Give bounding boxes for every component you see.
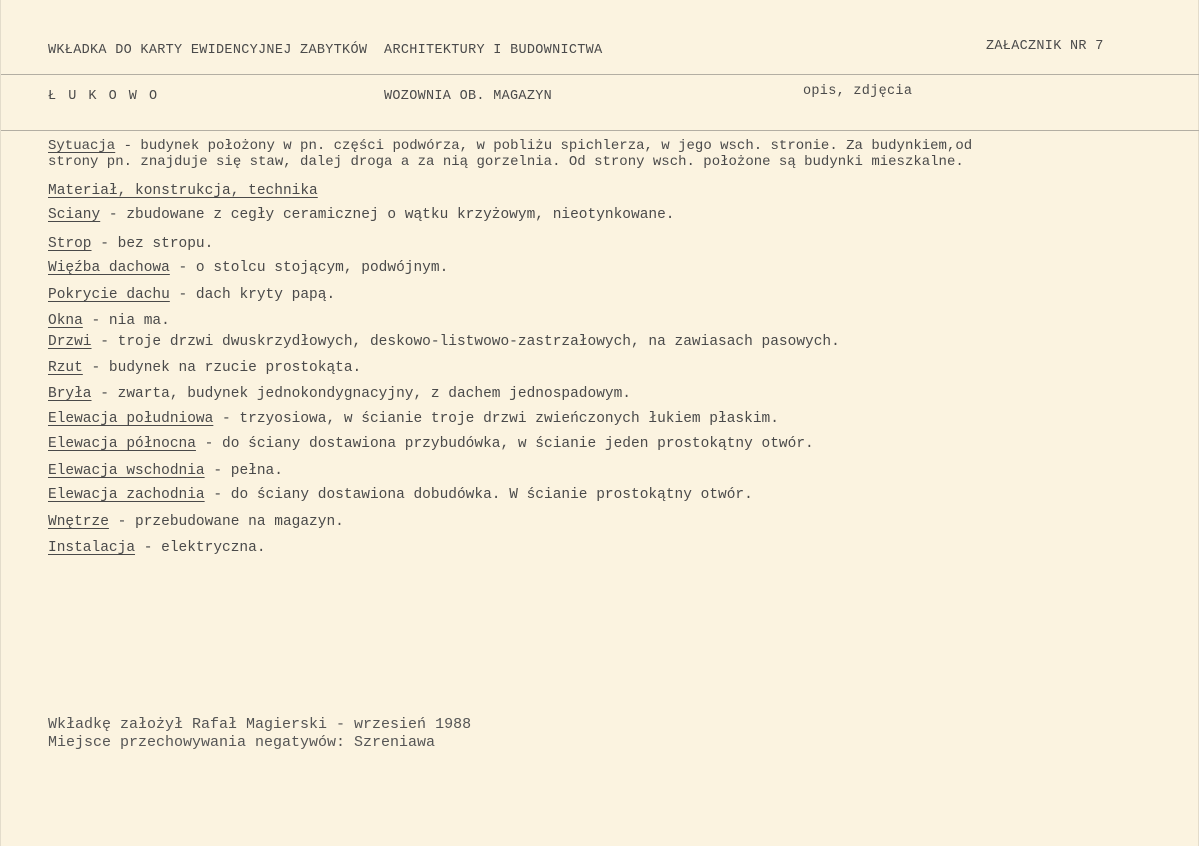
- entry-text: - troje drzwi dwuskrzydłowych, deskowo-listwowo-zastrzałowych, na zawiasach pasowych.: [91, 334, 840, 350]
- entry-text: - przebudowane na magazyn.: [108, 514, 344, 530]
- entry-label: Bryła: [48, 386, 92, 402]
- entry-text: - do ściany dostawiona przybudówka, w ścianie jeden prostokątny otwór.: [195, 436, 814, 452]
- entry-walls: [48, 207, 675, 224]
- entry-text: - o stolcu stojącym, podwójnym.: [169, 260, 449, 276]
- entry-north-elevation: [48, 436, 814, 453]
- entry-roof-truss: [48, 260, 448, 277]
- entry-text: - zbudowane z cegły ceramicznej o wątku krzyżowym, nieotynkowane.: [100, 207, 675, 223]
- entry-label: Drzwi: [48, 334, 92, 350]
- entry-installation: [48, 540, 266, 557]
- entry-mass: [48, 386, 631, 403]
- entry-text: - do ściany dostawiona dobudówka. W ścianie prostokątny otwór.: [204, 487, 753, 503]
- entry-label: Strop: [48, 236, 92, 252]
- object-name: WOZOWNIA OB. MAGAZYN: [384, 89, 553, 104]
- entry-text: - budynek na rzucie prostokąta.: [82, 360, 362, 376]
- entry-label: Elewacja południowa: [48, 411, 214, 427]
- place-name: Ł U K O W O: [48, 89, 160, 104]
- entry-label: Elewacja północna: [48, 436, 196, 452]
- entry-plan: [48, 360, 361, 377]
- footer-author-line: Wkładkę założył Rafał Magierski - wrzesień 1988: [48, 716, 472, 733]
- entry-label: Elewacja wschodnia: [48, 463, 205, 479]
- situation-line-2: strony pn. znajduje się staw, dalej droga a za nią gorzelnia. Od strony wsch. położone są budynki mieszkalne.: [48, 154, 964, 170]
- record-type: opis, zdjęcia: [803, 84, 913, 99]
- entry-interior: [48, 514, 344, 531]
- entry-text: - zwarta, budynek jednokondygnacyjny, z dachem jednospadowym.: [91, 386, 632, 402]
- footer-negatives-line: Miejsce przechowywania negatywów: Szreniawa: [48, 734, 436, 751]
- entry-text: - nia ma.: [82, 313, 170, 329]
- entry-label: Elewacja zachodnia: [48, 487, 205, 503]
- entry-label: Wnętrze: [48, 514, 109, 530]
- entry-label: Sciany: [48, 207, 101, 223]
- situation-line-1: [48, 138, 972, 155]
- entry-label: Więźba dachowa: [48, 260, 170, 276]
- entry-text: - bez stropu.: [91, 236, 214, 252]
- entry-windows: [48, 313, 170, 330]
- entry-text: - dach kryty papą.: [169, 287, 336, 303]
- attachment-number: ZAŁACZNIK NR 7: [986, 39, 1104, 54]
- entry-east-elevation: [48, 463, 283, 480]
- card-title: WKŁADKA DO KARTY EWIDENCYJNEJ ZABYTKÓW ARCHITEKTURY I BUDOWNICTWA: [48, 43, 603, 58]
- entry-label: Okna: [48, 313, 83, 329]
- entry-label: Rzut: [48, 360, 83, 376]
- entry-text: - trzyosiowa, w ścianie troje drzwi zwieńczonych łukiem płaskim.: [213, 411, 779, 427]
- entry-doors: [48, 334, 840, 351]
- entry-text: - pełna.: [204, 463, 283, 479]
- entry-text: - elektryczna.: [135, 540, 266, 556]
- situation-text-1: - budynek położony w pn. części podwórza, w pobliżu spichlerza, w jego wsch. stronie. Za budynkiem,od: [115, 138, 973, 154]
- entry-roofing: [48, 287, 335, 304]
- entry-west-elevation: [48, 487, 753, 504]
- header-divider: [1, 74, 1199, 75]
- entry-label: Pokrycie dachu: [48, 287, 170, 303]
- situation-label: Sytuacja: [48, 138, 116, 154]
- body-divider: [1, 130, 1199, 131]
- entry-label: Instalacja: [48, 540, 136, 556]
- material-heading: Materiał, konstrukcja, technika: [48, 183, 318, 199]
- entry-ceiling: [48, 236, 213, 253]
- entry-south-elevation: [48, 411, 779, 428]
